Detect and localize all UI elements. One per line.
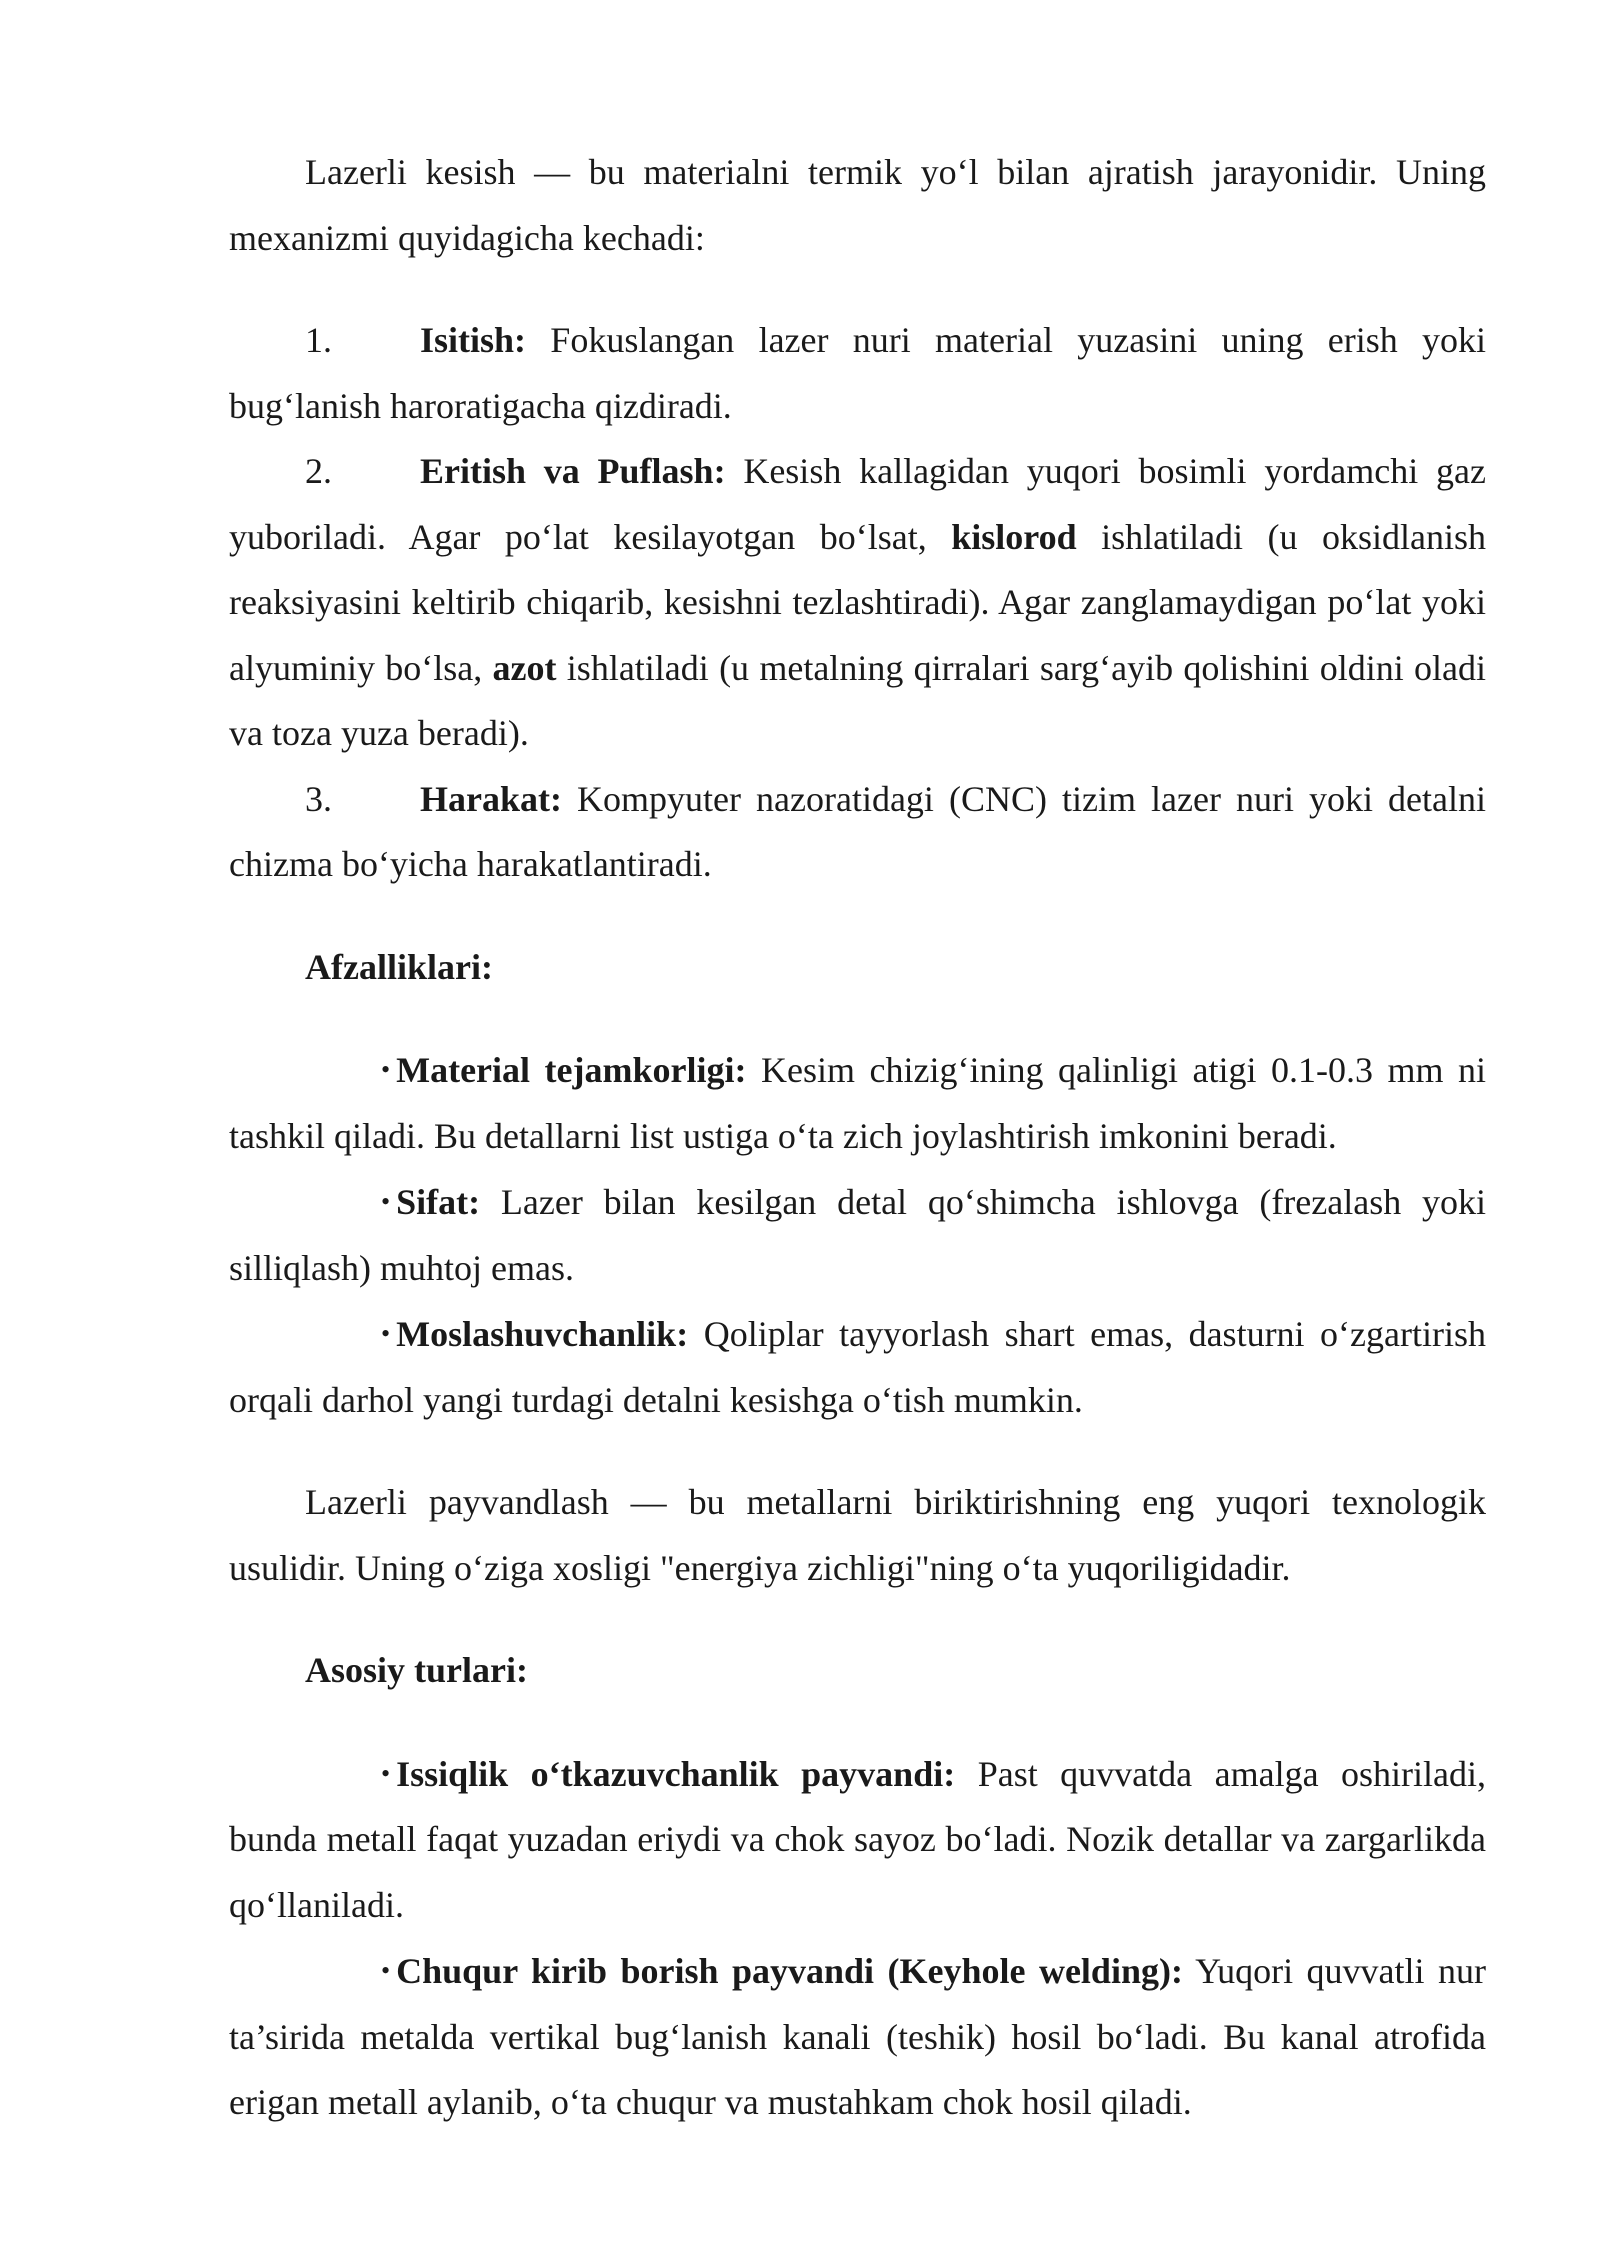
step-number: 3. xyxy=(305,778,332,819)
bullet-icon: • xyxy=(381,1055,391,1084)
type-label: Chuqur kirib borish payvandi (Keyhole welding): xyxy=(396,1951,1183,1991)
advantage-item-flexibility xyxy=(229,1301,1486,1433)
bullet-icon: • xyxy=(381,1956,391,1985)
step-number: 2. xyxy=(305,451,332,491)
type-item-conduction-welding xyxy=(229,1741,1486,1939)
advantages-heading: Afzalliklari: xyxy=(305,946,493,987)
step-number: 1. xyxy=(305,320,332,360)
advantage-label: Sifat: xyxy=(396,1182,481,1222)
step-item-melting-blowing xyxy=(229,439,1486,767)
step-text: Kompyuter nazoratidagi (CNC) tizim lazer nuri yoki detalni chizma bo‘yicha harakatlantiradi. xyxy=(229,778,1486,884)
step-label: Harakat: xyxy=(420,778,562,819)
advantage-label: Material tejamkorligi: xyxy=(396,1050,747,1090)
bullet-icon: • xyxy=(381,1187,391,1216)
step-label: Isitish: xyxy=(420,320,527,360)
step-text: ishlatiladi (u oksidlanish reaksiyasini keltirib chiqarib, kesishni tezlashtiradi). Agar zanglamaydigan po‘lat yoki alyuminiy bo‘lsa, xyxy=(229,516,1486,688)
advantage-item-material-saving xyxy=(229,1037,1486,1169)
type-text: Yuqori quvvatli nur ta’sirida metalda vertikal bug‘lanish kanali (teshik) hosil bo‘ladi. Bu kanal atrofida erigan metall aylanib, o‘ta chuqur va mustahkam chok hosil qiladi. xyxy=(229,1951,1486,2122)
advantage-label: Moslashuvchanlik: xyxy=(396,1314,689,1354)
bullet-icon: • xyxy=(381,1319,391,1348)
step-text: Kesish kallagidan yuqori bosimli yordamchi gaz yuboriladi. Agar po‘lat kesilayotgan bo‘lsat, xyxy=(229,451,1486,557)
bullet-icon: • xyxy=(381,1758,391,1788)
intro-cutting-paragraph: Lazerli kesish — bu materialni termik yo‘l bilan ajratish jarayonidir. Uning mexanizmi quyidagicha kechadi: xyxy=(229,152,1486,258)
step-item-heating xyxy=(229,308,1486,439)
type-label: Issiqlik o‘tkazuvchanlik payvandi: xyxy=(396,1753,956,1794)
type-item-keyhole-welding xyxy=(229,1938,1486,2136)
step-text: ishlatiladi (u metalning qirralari sarg‘ayib qolishini oldini oladi va toza yuza beradi). xyxy=(229,647,1486,753)
oxygen-term: kislorod xyxy=(951,516,1077,557)
advantage-item-quality xyxy=(229,1169,1486,1301)
step-text: Fokuslangan lazer nuri material yuzasini uning erish yoki bug‘lanish haroratigacha qizdiradi. xyxy=(229,320,1486,426)
types-heading: Asosiy turlari: xyxy=(305,1650,528,1690)
nitrogen-term: azot xyxy=(492,647,557,688)
step-item-motion xyxy=(229,767,1486,898)
step-label: Eritish va Puflash: xyxy=(420,451,726,491)
advantage-text: Qoliplar tayyorlash shart emas, dasturni o‘zgartirish orqali darhol yangi turdagi detalni kesishga o‘tish mumkin. xyxy=(229,1314,1486,1420)
advantage-text: Kesim chizig‘ining qalinligi atigi 0.1-0.3 mm ni tashkil qiladi. Bu detallarni list ustiga o‘ta zich joylashtirish imkonini beradi. xyxy=(229,1050,1486,1156)
intro-welding-paragraph: Lazerli payvandlash — bu metallarni biriktirishning eng yuqori texnologik usulidir. Uning o‘ziga xosligi "energiya zichligi"ning o‘ta yuqoriligidadir. xyxy=(229,1482,1486,1588)
type-text: Past quvvatda amalga oshiriladi, bunda metall faqat yuzadan eriydi va chok sayoz bo‘ladi. Nozik detallar va zargarlikda qo‘llaniladi. xyxy=(229,1753,1486,1925)
document-page xyxy=(229,140,1486,2136)
advantage-text: Lazer bilan kesilgan detal qo‘shimcha ishlovga (frezalash yoki silliqlash) muhtoj emas. xyxy=(229,1182,1486,1288)
